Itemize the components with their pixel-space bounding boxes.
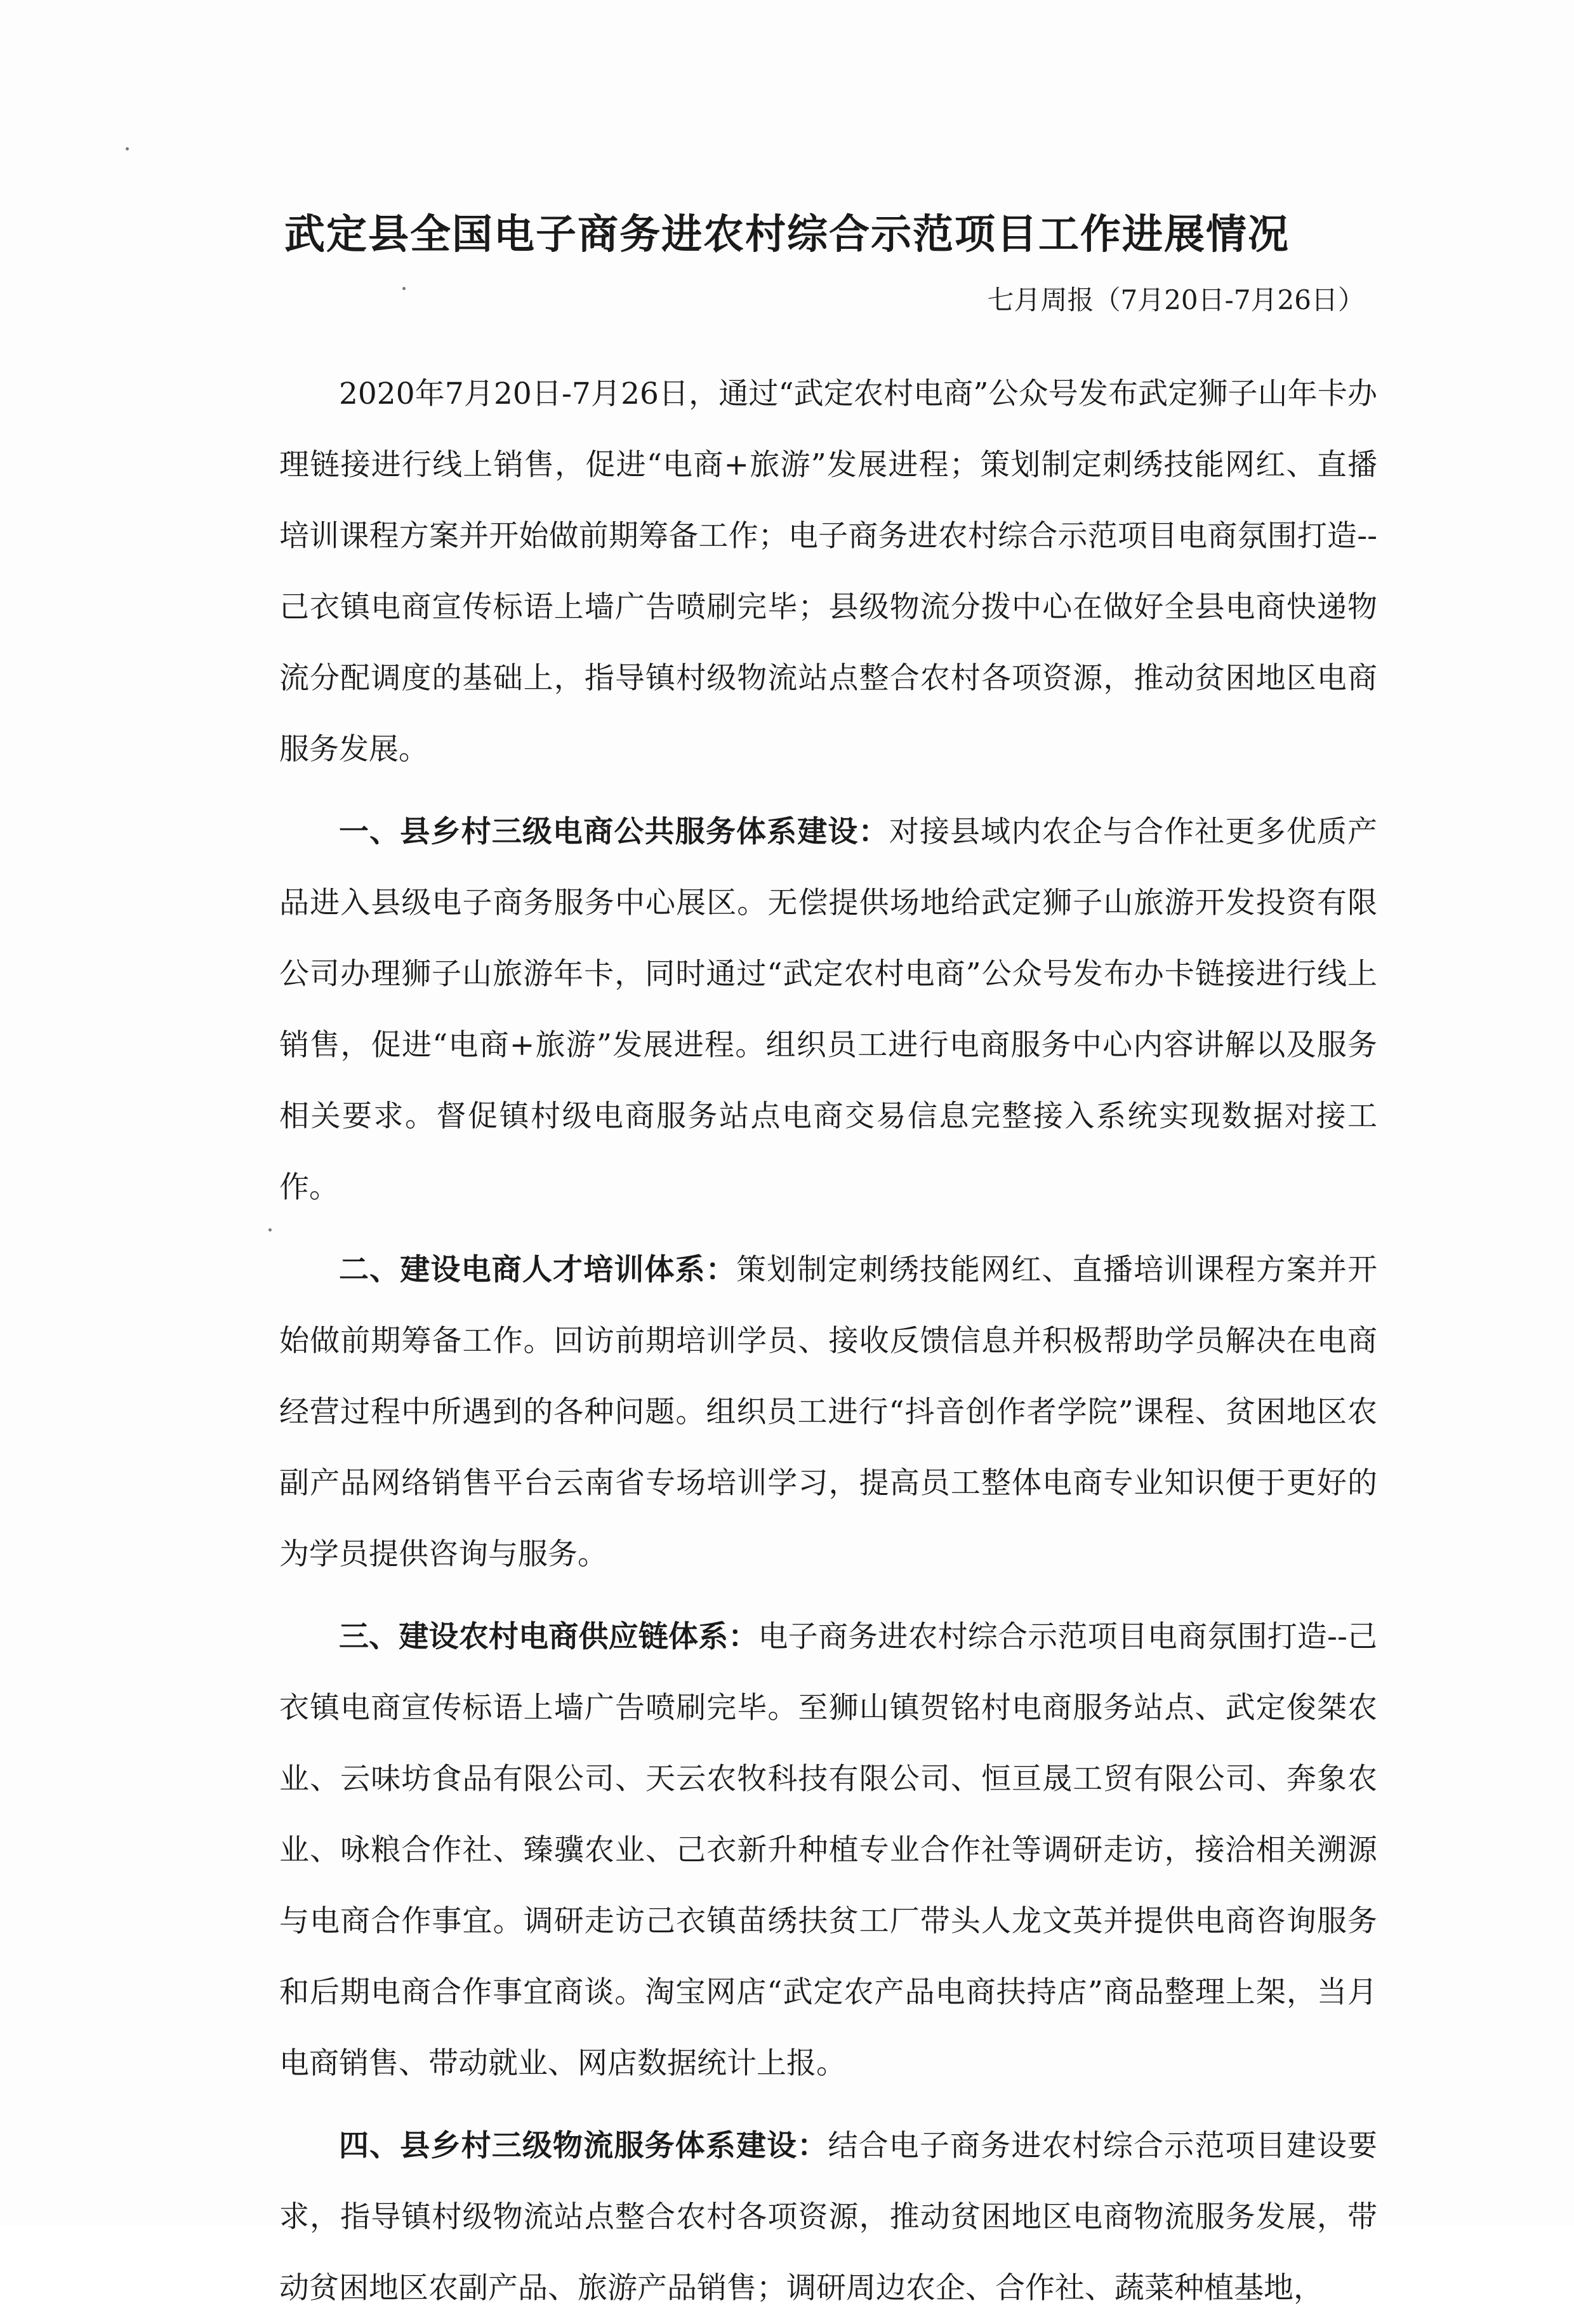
section-text-3: 电子商务进农村综合示范项目电商氛围打造--己衣镇电商宣传标语上墙广告喷刷完毕。至狮山镇贺铭村电商服务站点、武定俊桀农业、云味坊食品有限公司、天云农牧科技有限公司、恒亘晟工贸有限公司、奔象农业、咏粮合作社、臻骥农业、己衣新升种植专业合作社等调研走访，接洽相关溯源与电商合作事宜。调研走访己衣镇苗绣扶贫工厂带头人龙文英并提供电商咨询服务和后期电商合作事宜商谈。淘宝网店“武定农产品电商扶持店”商品整理上架，当月电商销售、带动就业、网店数据统计上报。 <box>279 1619 1378 2081</box>
document-body <box>279 359 1377 2324</box>
section-text-4: 结合电子商务进农村综合示范项目建设要求，指导镇村级物流站点整合农村各项资源，推动贫困地区电商物流服务发展，带动贫困地区农副产品、旅游产品销售；调研周边农企、合作社、蔬菜种植基地， <box>279 2128 1378 2306</box>
section-paragraph-2 <box>279 1235 1377 1590</box>
scan-speck <box>126 147 129 150</box>
section-paragraph-1 <box>279 797 1377 1223</box>
section-heading-4: 四、县乡村三级物流服务体系建设： <box>339 2128 828 2163</box>
section-text-1: 对接县域内农企与合作社更多优质产品进入县级电子商务服务中心展区。无偿提供场地给武定狮子山旅游开发投资有限公司办理狮子山旅游年卡，同时通过“武定农村电商”公众号发布办卡链接进行线上销售，促进“电商+旅游”发展进程。组织员工进行电商服务中心内容讲解以及服务相关要求。督促镇村级电商服务站点电商交易信息完整接入系统实现数据对接工作。 <box>279 814 1378 1205</box>
section-heading-2: 二、建设电商人才培训体系： <box>339 1252 736 1287</box>
scan-speck <box>268 1228 272 1232</box>
document-subtitle: 七月周报（7月20日-7月26日） <box>987 284 1365 315</box>
intro-paragraph: 2020年7月20日-7月26日，通过“武定农村电商”公众号发布武定狮子山年卡办理链接进行线上销售，促进“电商+旅游”发展进程；策划制定刺绣技能网红、直播培训课程方案并开始做前期筹备工作；电子商务进农村综合示范项目电商氛围打造--己衣镇电商宣传标语上墙广告喷刷完毕；县级物流分拨中心在做好全县电商快递物流分配调度的基础上，指导镇村级物流站点整合农村各项资源，推动贫困地区电商服务发展。 <box>279 376 1377 767</box>
section-text-2: 策划制定刺绣技能网红、直播培训课程方案并开始做前期筹备工作。回访前期培训学员、接收反馈信息并积极帮助学员解决在电商经营过程中所遇到的各种问题。组织员工进行“抖音创作者学院”课程、贫困地区农副产品网络销售平台云南省专场培训学习，提高员工整体电商专业知识便于更好的为学员提供咨询与服务。 <box>279 1252 1377 1572</box>
section-paragraph-3 <box>279 1602 1377 2099</box>
section-heading-3: 三、建设农村电商供应链体系： <box>339 1619 758 1654</box>
section-heading-1: 一、县乡村三级电商公共服务体系建设： <box>339 814 889 849</box>
section-paragraph-4 <box>279 2111 1377 2324</box>
document-title: 武定县全国电子商务进农村综合示范项目工作进展情况 <box>284 211 1290 258</box>
scan-speck <box>402 287 406 290</box>
